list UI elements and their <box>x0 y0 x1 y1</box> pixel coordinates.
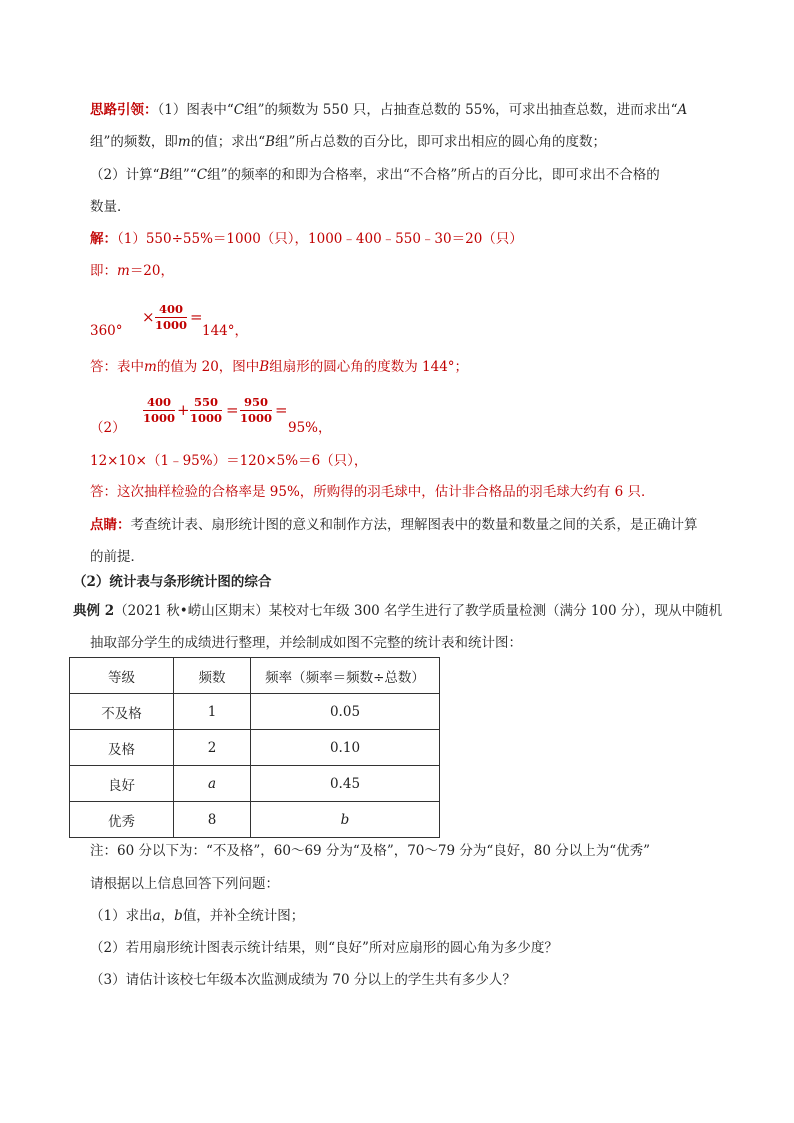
equals-sign-1: = <box>226 401 239 419</box>
solution-line-2: 即：m＝20， <box>90 263 174 279</box>
table-cell: 1 <box>174 694 251 730</box>
analysis-line-4: 数量． <box>90 199 131 215</box>
part2-label: （2） <box>90 420 126 436</box>
fraction-c: $\frac{950}{1000}$ <box>240 395 273 425</box>
analysis-line-1: 思路引领：（1）图表中“C组”的频数为 550 只，占抽查总数的 55%，可求出抽查总数，进而求出“A <box>90 102 688 118</box>
table-header-cell: 等级 <box>70 658 174 694</box>
times-sign: × <box>142 308 155 326</box>
question-3: （3）请估计该校七年级本次监测成绩为 70 分以上的学生共有多少人？ <box>90 972 516 988</box>
plus-sign: + <box>177 401 190 419</box>
table-header-cell: 频率（频率＝频数÷总数） <box>251 658 440 694</box>
table-row <box>70 766 440 802</box>
analysis-label: 思路引领： <box>90 102 158 118</box>
comment-line-2: 的前提． <box>90 549 144 565</box>
fraction-b: $\frac{550}{1000}$ <box>190 395 223 425</box>
comment-line-1: 点睛：考查统计表、扇形统计图的意义和制作方法，理解图表中的数量和数量之间的关系，是正确计算 <box>90 517 698 533</box>
calc-line: 12×10×（1﹣95%）＝120×5%＝6（只）， <box>90 453 368 469</box>
example-line-1: 典例 2（2021 秋•崂山区期末）某校对七年级 300 名学生进行了教学质量检测（满分 100 分），现从中随机 <box>73 603 723 619</box>
table-row <box>70 802 440 838</box>
note: 注：60 分以下为：“不及格”，60～69 分为“及格”，70～79 分为“良好，80 分以上为“优秀” <box>90 843 651 859</box>
table-cell: 良好 <box>70 766 174 802</box>
table-cell: 0.45 <box>251 766 440 802</box>
table-cell: 2 <box>174 730 251 766</box>
stats-table <box>69 657 440 838</box>
example-line-2: 抽取部分学生的成绩进行整理，并绘制成如图不完整的统计表和统计图： <box>90 635 522 651</box>
angle-base: 360° <box>90 323 123 339</box>
table-header-cell: 频数 <box>174 658 251 694</box>
table-cell: b <box>251 802 440 838</box>
table-header-row <box>70 658 440 694</box>
solution-line-1: 解：（1）550÷55%＝1000（只），1000﹣400﹣550﹣30＝20（只） <box>90 231 523 247</box>
example-label: 典例 2 <box>73 603 115 619</box>
answer-1: 答：表中m的值为 20，图中B组扇形的圆心角的度数为 144°； <box>90 359 469 375</box>
comment-label: 点睛： <box>90 517 131 533</box>
section-heading: （2）统计表与条形统计图的综合 <box>73 574 272 590</box>
table-cell: 不及格 <box>70 694 174 730</box>
question-1: （1）求出a，b值，并补全统计图； <box>90 908 305 924</box>
equals-sign-2: = <box>275 401 288 419</box>
table-cell: a <box>174 766 251 802</box>
table-cell: 及格 <box>70 730 174 766</box>
rate-result: 95%， <box>288 420 332 436</box>
question-2: （2）若用扇形统计图表示统计结果，则“良好”所对应扇形的圆心角为多少度？ <box>90 940 558 956</box>
table-cell: 0.10 <box>251 730 440 766</box>
fraction-400-1000: $\frac{400}{1000}$ <box>155 302 188 332</box>
equals-sign: = <box>190 308 203 326</box>
table-row <box>70 694 440 730</box>
analysis-line-2: 组”的频数，即m的值；求出“B组”所占总数的百分比，即可求出相应的圆心角的度数； <box>90 134 606 150</box>
prompt: 请根据以上信息回答下列问题： <box>90 876 279 892</box>
analysis-line-3: （2）计算“B组”“C组”的频率的和即为合格率，求出“不合格”所占的百分比，即可求出不合格的 <box>90 167 660 183</box>
angle-result: 144°， <box>202 323 249 339</box>
table-row <box>70 730 440 766</box>
table-cell: 8 <box>174 802 251 838</box>
solution-label: 解： <box>90 231 117 247</box>
fraction-a: $\frac{400}{1000}$ <box>143 395 176 425</box>
answer-2: 答：这次抽样检验的合格率是 95%，所购得的羽毛球中，估计非合格品的羽毛球大约有 6 只． <box>90 484 655 500</box>
table-cell: 0.05 <box>251 694 440 730</box>
table-cell: 优秀 <box>70 802 174 838</box>
